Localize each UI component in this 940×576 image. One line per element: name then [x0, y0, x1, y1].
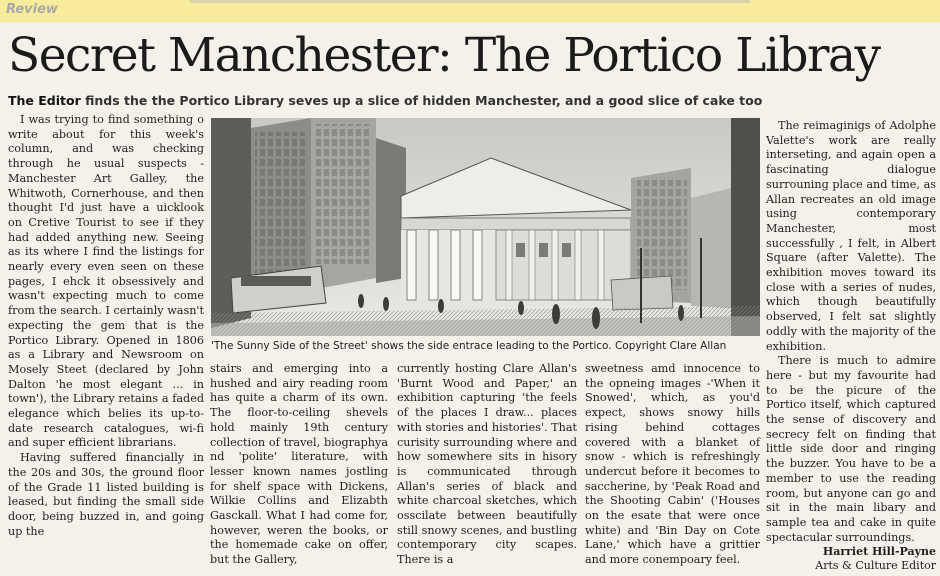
article-column-3 — [397, 362, 577, 568]
author-role: Arts & Culture Editor — [815, 559, 936, 572]
section-label: Review — [6, 2, 58, 17]
photo-caption: 'The Sunny Side of the Street' shows the side entrace leading to the Portico. Copyright Clare Allan — [211, 340, 727, 352]
portico-sketch-image — [211, 118, 760, 336]
paragraph: I was trying to find something o write about for this week's column, and was checking through he usual suspects - Manchester Art Galley, the Whitwoth, Cornerhouse, and then thought I'd just have a uicklook on Cretive Tourist to see if they had added anything new. Seeing as its where I find the listings for nearly every even seen on these pages, I ehck it obsessively and wasn't expecting much to come from the search. I certainly wasn't expecting the gem that is the Portico Library. Opened in 1806 as a Library and Newsroom on Mosely Steet (declared by John Dalton 'he most elegant ... in town'), the Library retains a faded elegance which belies its up-to-date research catalogues, wi-fi and super efficient librarians. — [8, 113, 204, 450]
signoff — [766, 545, 936, 573]
standfirst-text: finds the the Portico Library seves up a slice of hidden Manchester, and a good slice of cake too — [80, 93, 763, 108]
standfirst — [8, 93, 938, 108]
headline: Secret Manchester: The Portico Libray — [8, 28, 880, 83]
article-column-2 — [210, 362, 388, 568]
paragraph: stairs and emerging into a hushed and airy reading room has quite a charm of its own. The floor-to-ceiling shevels hold mainly 19th century collection of travel, biographya nd 'polite' literature, with lesser known names jostling for shelf space with Dickens, Wilkie Collins and Elizabth Gasckall. What I had come for, however, weren the books, or the homemade cake on offer, but the Gallery, — [210, 362, 388, 567]
standfirst-author: The Editor — [8, 93, 81, 108]
top-rule — [190, 0, 750, 3]
author-name: Harriet Hill-Payne — [822, 545, 936, 558]
paragraph: There is much to admire here - but my favourite had to be the picure of the Portico itself, which captured the sense of discovery and secrecy felt on finding that little side door and ringing the buzzer. You have to be a member to use the reading room, but anyone can go and sit in the main libary and sample tea and cake in quite spectacular surroundings. — [766, 354, 936, 544]
paragraph: currently hosting Clare Allan's 'Burnt Wood and Paper,' an exhibition capturing 'the feels of the places I draw... places with stories and histories'. That curisity surrounding where and how somewhere sits in hisory is communicated through Allan's series of black and white charcoal sketches, which osscilate between beautifully still snowy scenes, and bustling contemporary city scapes. There is a — [397, 362, 577, 567]
article-column-4 — [585, 362, 760, 568]
article-column-1 — [8, 113, 204, 539]
section-band — [0, 0, 940, 22]
paragraph: Having suffered financially in the 20s and 30s, the ground floor of the Grade 11 listed building is leased, but finding the small side door, being buzzed in, and going up the — [8, 451, 204, 538]
paragraph: sweetness amd innocence to the opneing images -'When it Snowed', which, as you'd expect, shows snowy hills rising behind cottages covered with a blanket of snow - which is refreshingly undercut before it becomes to saccherine, by 'Peak Road and the Shooting Cabin' ('Houses on the esate that were once white) and 'Bin Day on Cote Lane,' which have a grittier and more conempoary feel. — [585, 362, 760, 567]
paragraph: The reimaginigs of Adolphe Valette's work are really interseting, and again open a fascinating dialogue surrouning place and time, as Allan recreates an old image using contemporary Manchester, most successfully , I felt, in Albert Square (after Valette). The exhibition moves toward its close with a series of nudes, which though beautifully observed, I felt sat slightly oddly with the majority of the exhibition. — [766, 119, 936, 353]
article-column-5 — [766, 119, 936, 545]
article-photo — [211, 118, 760, 336]
